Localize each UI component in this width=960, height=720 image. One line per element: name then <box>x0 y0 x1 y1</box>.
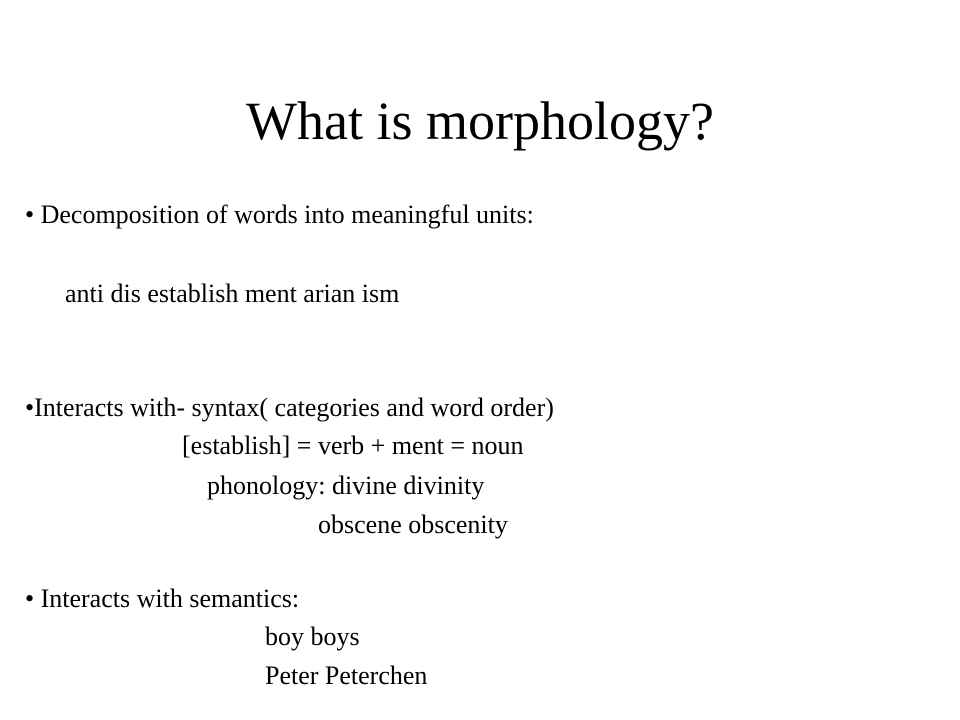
example-boy: boy boys <box>265 622 360 651</box>
example-obscene: obscene obscenity <box>318 510 508 539</box>
example-phonology: phonology: divine divinity <box>207 471 485 500</box>
bullet-semantics: • Interacts with semantics: <box>25 584 300 613</box>
example-establish: [establish] = verb + ment = noun <box>182 431 524 460</box>
example-morphemes: anti dis establish ment arian ism <box>65 279 400 308</box>
bullet-syntax: •Interacts with- syntax( categories and word order) <box>25 393 554 422</box>
slide-title: What is morphology? <box>246 91 714 151</box>
example-peter: Peter Peterchen <box>265 661 428 690</box>
bullet-decomposition: • Decomposition of words into meaningful units: <box>25 200 534 229</box>
